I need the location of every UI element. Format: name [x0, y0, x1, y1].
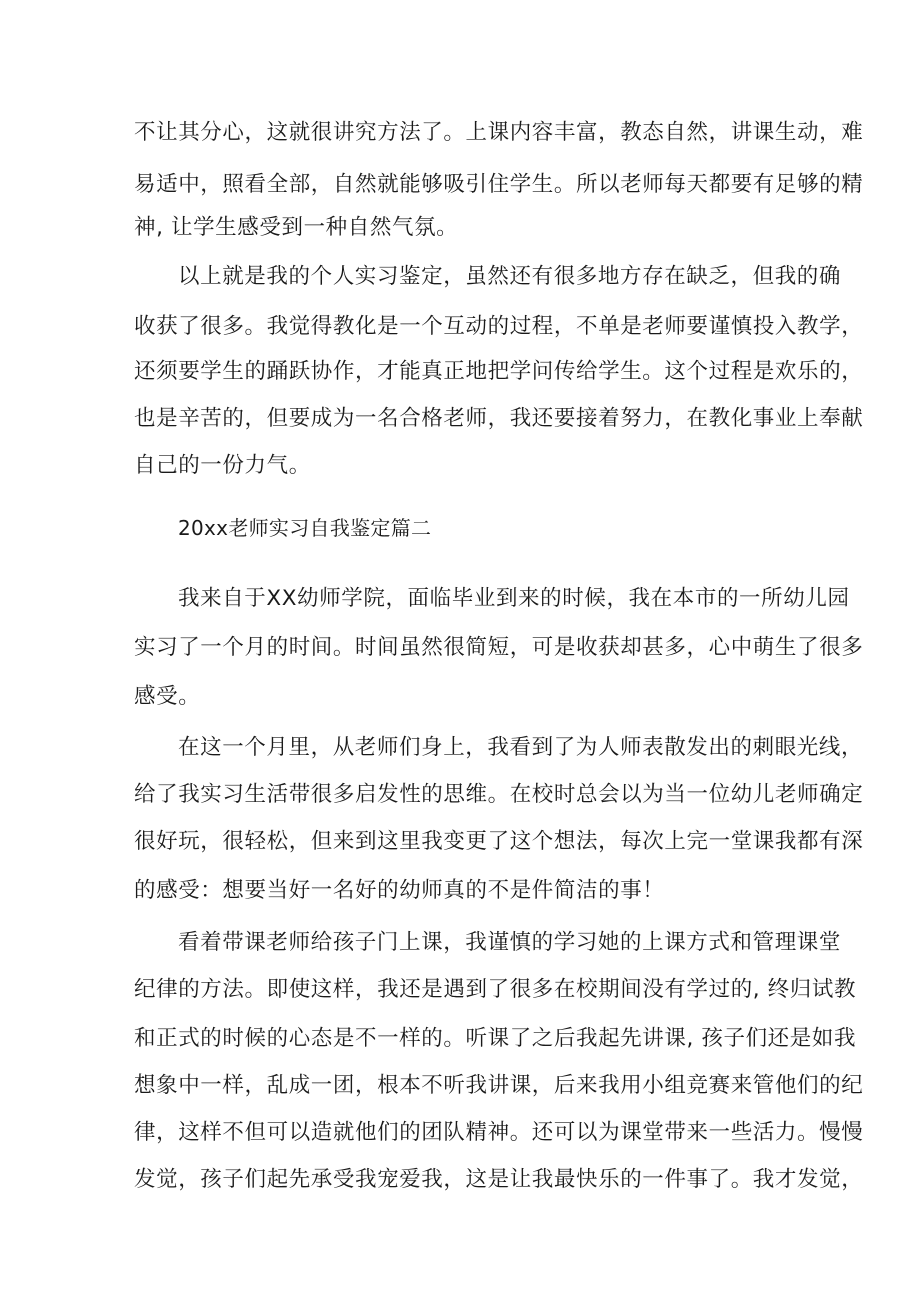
- paragraph-1-line-2: 易适中，照看全部，自然就能够吸引住学生。所以老师每天都要有足够的精: [134, 172, 864, 197]
- paragraph-2-line-3: 还须要学生的踊跃协作，才能真正地把学问传给学生。这个过程是欢乐的，: [134, 359, 864, 384]
- paragraph-5-line-5: 律，这样不但可以造就他们的团队精神。还可以为课堂带来一些活力。慢慢: [134, 1120, 864, 1145]
- paragraph-4-line-2: 给了我实习生活带很多启发性的思维。在校时总会以为当一位幼儿老师确定: [134, 782, 864, 807]
- paragraph-4-line-3: 很好玩，很轻松，但来到这里我变更了这个想法，每次上完一堂课我都有深: [134, 829, 864, 854]
- paragraph-5-line-3: 和正式的时候的心态是不一样的。听课了之后我起先讲课, 孩子们还是如我: [134, 1026, 857, 1051]
- paragraph-5-line-2: 纪律的方法。即使这样，我还是遇到了很多在校期间没有学过的, 终归试教: [134, 977, 857, 1002]
- paragraph-3-line-3: 感受。: [134, 684, 201, 709]
- paragraph-4-line-1: 在这一个月里，从老师们身上，我看到了为人师表散发出的刺眼光线，: [178, 735, 864, 760]
- paragraph-5-line-1: 看着带课老师给孩子门上课，我谨慎的学习她的上课方式和管理课堂: [178, 930, 842, 955]
- section-heading: 20xx老师实习自我鉴定篇二: [178, 516, 432, 540]
- paragraph-4-line-4: 的感受：想要当好一名好的幼师真的不是件简洁的事！: [134, 878, 665, 903]
- paragraph-3-line-2: 实习了一个月的时间。时间虽然很简短，可是收获却甚多，心中萌生了很多: [134, 635, 864, 660]
- paragraph-1-line-1: 不让其分心，这就很讲究方法了。上课内容丰富，教态自然，讲课生动，难: [134, 120, 864, 145]
- paragraph-5-line-4: 想象中一样，乱成一团，根本不听我讲课，后来我用小组竞赛来管他们的纪: [134, 1073, 864, 1098]
- paragraph-1-line-3: 神, 让学生感受到一种自然气氛。: [134, 215, 459, 240]
- paragraph-5-line-6: 发觉，孩子们起先承受我宠爱我，这是让我最快乐的一件事了。我才发觉，: [134, 1167, 864, 1192]
- paragraph-2-line-5: 自己的一份力气。: [134, 453, 311, 478]
- paragraph-2-line-1: 以上就是我的个人实习鉴定，虽然还有很多地方存在缺乏，但我的确: [178, 264, 842, 289]
- paragraph-3-line-1: 我来自于XX幼师学院，面临毕业到来的时候，我在本市的一所幼儿园: [178, 586, 850, 611]
- paragraph-2-line-2: 收获了很多。我觉得教化是一个互动的过程，不单是老师要谨慎投入教学，: [134, 314, 864, 339]
- paragraph-2-line-4: 也是辛苦的，但要成为一名合格老师，我还要接着努力，在教化事业上奉献: [134, 406, 864, 431]
